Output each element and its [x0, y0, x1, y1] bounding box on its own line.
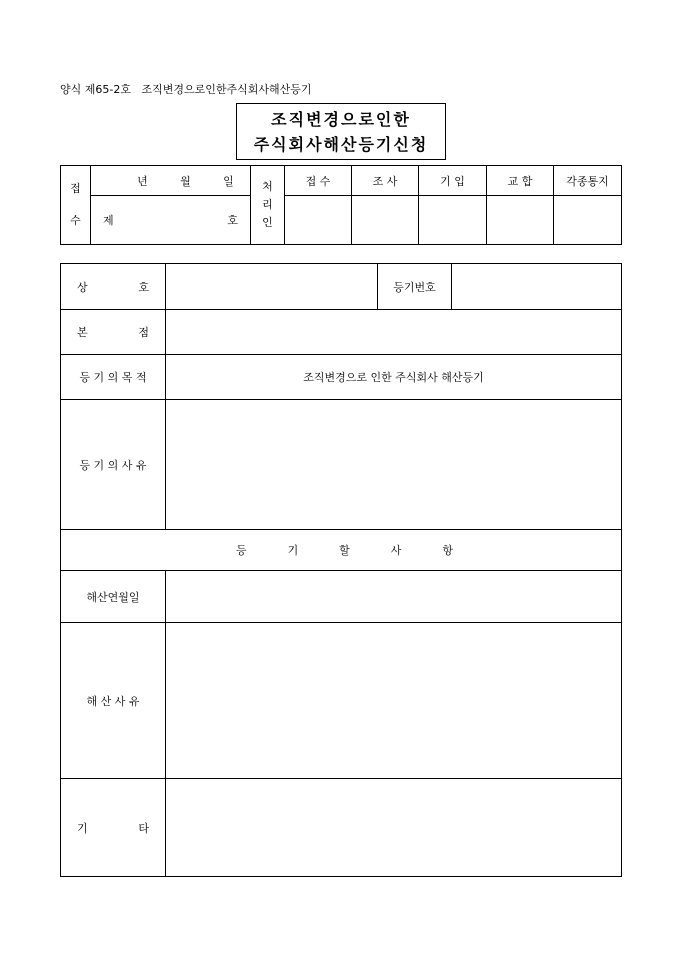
number-prefix: 제 [103, 214, 114, 227]
form-number-label: 양식 제65-2호 조직변경으로인한주식회사해산등기 [60, 83, 312, 96]
form-title-line1: 조직변경으로인한 [271, 109, 411, 129]
purpose-value: 조직변경으로 인한 주식회사 해산등기 [166, 355, 622, 400]
trade-name-field[interactable] [166, 264, 378, 310]
col-inspection: 조 사 [352, 166, 419, 196]
year-label: 년 [137, 174, 148, 188]
notices-stamp-cell[interactable] [554, 196, 622, 245]
processor-label: 처 리 인 [251, 166, 285, 245]
application-table [60, 263, 622, 877]
receipt-stamp-cell[interactable] [285, 196, 352, 245]
day-label: 일 [223, 174, 234, 188]
col-receipt: 접 수 [285, 166, 352, 196]
dissolution-reason-field[interactable] [166, 623, 622, 779]
registration-number-field[interactable] [452, 264, 622, 310]
items-header: 등 기 할 사 항 [61, 530, 622, 571]
col-notices: 각종통지 [554, 166, 622, 196]
entry-stamp-cell[interactable] [419, 196, 487, 245]
receipt-date-cell[interactable] [91, 166, 251, 196]
month-label: 월 [180, 174, 191, 188]
receipt-number-cell[interactable] [91, 196, 251, 245]
purpose-label: 등 기 의 목 적 [61, 355, 166, 400]
col-entry: 기 입 [419, 166, 487, 196]
col-collation: 교 합 [487, 166, 554, 196]
head-office-label: 본 점 [61, 310, 166, 355]
registration-number-label: 등기번호 [378, 264, 452, 310]
form-title-line2: 주식회사해산등기신청 [253, 134, 429, 154]
other-field[interactable] [166, 779, 622, 877]
receipt-table [60, 165, 622, 245]
trade-name-label: 상 호 [61, 264, 166, 310]
receipt-su: 수 [61, 196, 91, 245]
number-suffix: 호 [227, 214, 238, 227]
inspection-stamp-cell[interactable] [352, 196, 419, 245]
cause-label: 등 기 의 사 유 [61, 400, 166, 530]
head-office-field[interactable] [166, 310, 622, 355]
receipt-jeop: 접 [61, 166, 91, 196]
form-title [236, 103, 446, 160]
dissolution-reason-label: 해 산 사 유 [61, 623, 166, 779]
dissolution-date-field[interactable] [166, 571, 622, 623]
other-label: 기 타 [61, 779, 166, 877]
collation-stamp-cell[interactable] [487, 196, 554, 245]
dissolution-date-label: 해산연월일 [61, 571, 166, 623]
cause-field[interactable] [166, 400, 622, 530]
